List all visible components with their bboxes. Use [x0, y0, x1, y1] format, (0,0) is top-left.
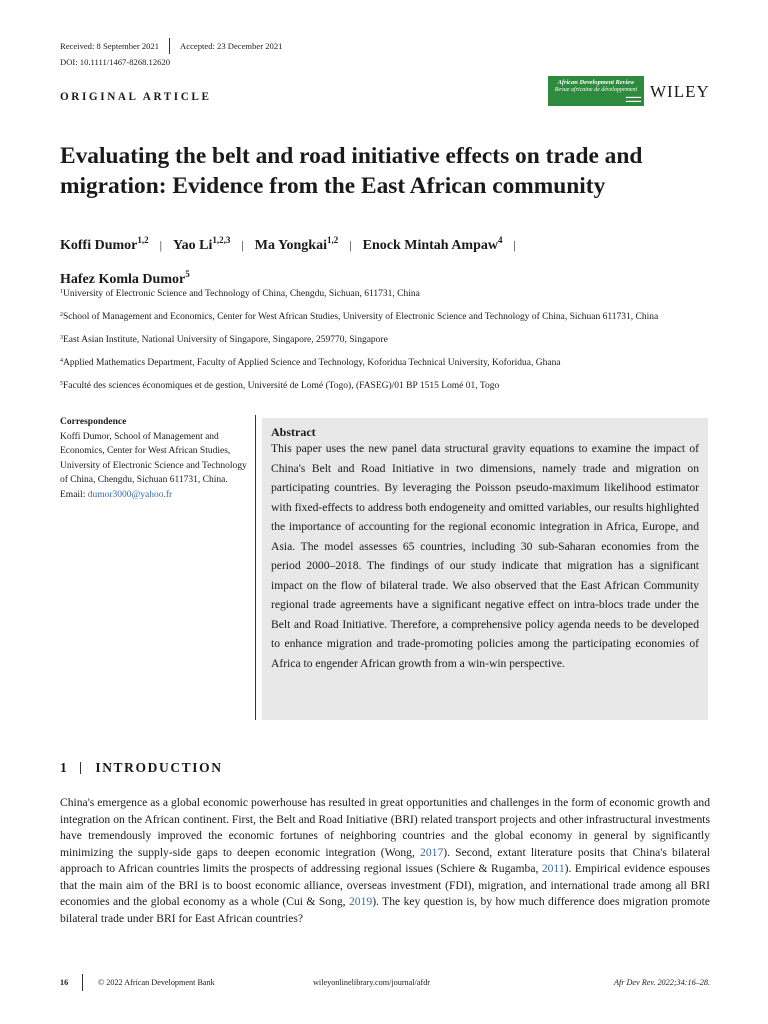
affiliation-number: 1 — [60, 289, 63, 295]
copyright: © 2022 African Development Bank — [98, 978, 215, 987]
received-date: Received: 8 September 2021 — [60, 41, 160, 51]
citation-link[interactable]: 2011 — [541, 862, 565, 875]
author — [362, 235, 503, 253]
affiliation — [60, 354, 720, 371]
correspondence-text: Koffi Dumor, School of Management and Economics, Center for West African Studies, University of Electronic Science and Technology of China, Chengdu, Sichuan 611731, China. — [60, 431, 247, 485]
affiliation-text: School of Management and Economics, Center for West African Studies, University of Electronic Science and Technology of China, Sichuan 611731, China — [63, 312, 659, 322]
affiliation-number: 3 — [60, 335, 63, 341]
paragraph-text: ). The key question is, by how much difference does migration promote bilateral trade under BRI for East African countries? — [60, 895, 710, 925]
publisher-logo: WILEY — [650, 82, 710, 101]
author-separator: | — [159, 238, 163, 252]
affiliation-text: East Asian Institute, National University of Singapore, Singapore, 259770, Singapore — [63, 335, 388, 345]
author-list — [60, 226, 720, 294]
author-separator: | — [349, 238, 352, 252]
affiliation-text: University of Electronic Science and Technology of China, Chengdu, Sichuan, 611731, China — [63, 289, 420, 299]
affiliation — [60, 308, 720, 325]
affiliation-number: 2 — [60, 312, 63, 318]
author-name: Ma Yongkai — [254, 238, 327, 253]
journal-citation: Afr Dev Rev. 2022;34:16–28. — [613, 978, 710, 987]
journal-logo-title: African Development Review — [557, 79, 635, 86]
accepted-date: Accepted: 23 December 2021 — [180, 41, 283, 51]
introduction-paragraph — [60, 795, 710, 927]
correspondence-email-line — [60, 488, 250, 503]
section-heading — [60, 760, 223, 776]
affiliation — [60, 377, 720, 394]
author-affiliation-mark: 1,2 — [326, 235, 339, 245]
author-separator: | — [241, 238, 244, 252]
correspondence-heading: Correspondence — [60, 417, 127, 427]
author-name: Hafez Komla Dumor — [60, 272, 186, 287]
affiliation-text: Applied Mathematics Department, Faculty of Applied Science and Technology, Koforidua Technical University, Koforidua, Ghana — [63, 358, 561, 368]
affiliation — [60, 285, 720, 302]
citation-link[interactable]: 2019 — [349, 895, 373, 908]
section-separator — [80, 762, 81, 774]
author-affiliation-mark: 5 — [185, 269, 190, 279]
footer-divider — [82, 974, 83, 991]
paragraph-text: ). Second, extant literature posits that China's bilateral approach to African countries limits the prospects of addressing regional issues (Schiere & Rugamba, — [60, 845, 711, 875]
author — [173, 235, 231, 253]
date-separator — [169, 38, 170, 54]
author — [60, 235, 149, 253]
journal-url[interactable]: wileyonlinelibrary.com/journal/afdr — [313, 978, 431, 987]
abstract-text: This paper uses the new panel data structural gravity equations to examine the impact of China's Belt and Road Initiative in two dimensions, namely trade and migration on participating countries. By leveraging the Poisson pseudo-maximum likelihood estimator with fixed-effects to address both endogeneity and omitted variables, our results highlighted the importance of accounting for the regional economic integration in Africa, Europe, and Asia. The model assesses 65 countries, including 30 sub-Saharan economies from the period 2000–2018. The findings of our study indicate that migration has a significant impact on the flow of bilateral trade. We also observed that the East African Community regional trade agreements have a significant negative effect on intra-blocs trade under the Belt and Road Initiative. Therefore, a comprehensive policy agenda needs to be developed to enhance migration and trade-promoting policies among the participating economies of Africa to engender African growth from a win-win perspective. — [271, 442, 699, 670]
affiliations — [60, 285, 720, 400]
journal-logo-subtitle: Revue africaine de développement — [554, 87, 638, 93]
publication-dates — [60, 38, 282, 54]
author-affiliation-mark: 1,2,3 — [212, 235, 231, 245]
journal-logo-smallprint: ▬▬▬▬ ▬▬▬▬ — [625, 95, 641, 103]
paper-title: Evaluating the belt and road initiative effects on trade and migration: Evidence from the East African community — [60, 143, 643, 199]
email-link[interactable]: dumor3000@yahoo.fr — [87, 489, 173, 500]
affiliation — [60, 331, 720, 348]
author-affiliation-mark: 4 — [497, 235, 503, 245]
article-type: ORIGINAL ARTICLE — [60, 91, 212, 103]
page-number: 16 — [60, 978, 69, 987]
author-name: Enock Mintah Ampaw — [362, 238, 498, 253]
author — [254, 235, 339, 253]
journal-logo — [548, 76, 644, 106]
affiliation-number: 4 — [60, 358, 63, 364]
author-separator: | — [513, 238, 516, 252]
author-affiliation-mark: 1,2 — [137, 235, 149, 245]
abstract-box — [262, 418, 708, 720]
affiliation-number: 5 — [60, 381, 63, 387]
author-name: Koffi Dumor — [60, 238, 138, 253]
citation-link[interactable]: 2017 — [420, 845, 444, 859]
section-number: 1 — [60, 760, 69, 775]
author-name: Yao Li — [173, 238, 213, 253]
section-title: INTRODUCTION — [95, 760, 223, 775]
correspondence — [60, 415, 250, 502]
abstract-heading: Abstract — [271, 425, 316, 439]
email-label: Email: — [60, 489, 88, 500]
doi[interactable]: DOI: 10.1111/1467-8268.12620 — [60, 57, 171, 67]
column-divider — [255, 415, 256, 720]
paragraph-text: China's emergence as a global economic powerhouse has resulted in great opportunities and challenges in the form of economic growth and integration on the African continent. First, the Belt and Road Initiative (BRI) related transport projects and other infrastructural investments have tremendously improved the economic fortunes of neighboring countries and the global economy in general by significantly minimizing the supply-side gaps to deepen economic integration (Wong, — [60, 796, 710, 859]
paragraph-text: ). Empirical evidence espouses that the main aim of the BRI is to boost economic alliance, overseas investment (FDI), migration, and international trade among all BRI economies and the global economy as a whole (Cui & Song, — [60, 862, 710, 908]
affiliation-text: Faculté des sciences économiques et de gestion, Université de Lomé (Togo), (FASEG)/01 BP 1515 Lomé 01, Togo — [63, 381, 500, 391]
